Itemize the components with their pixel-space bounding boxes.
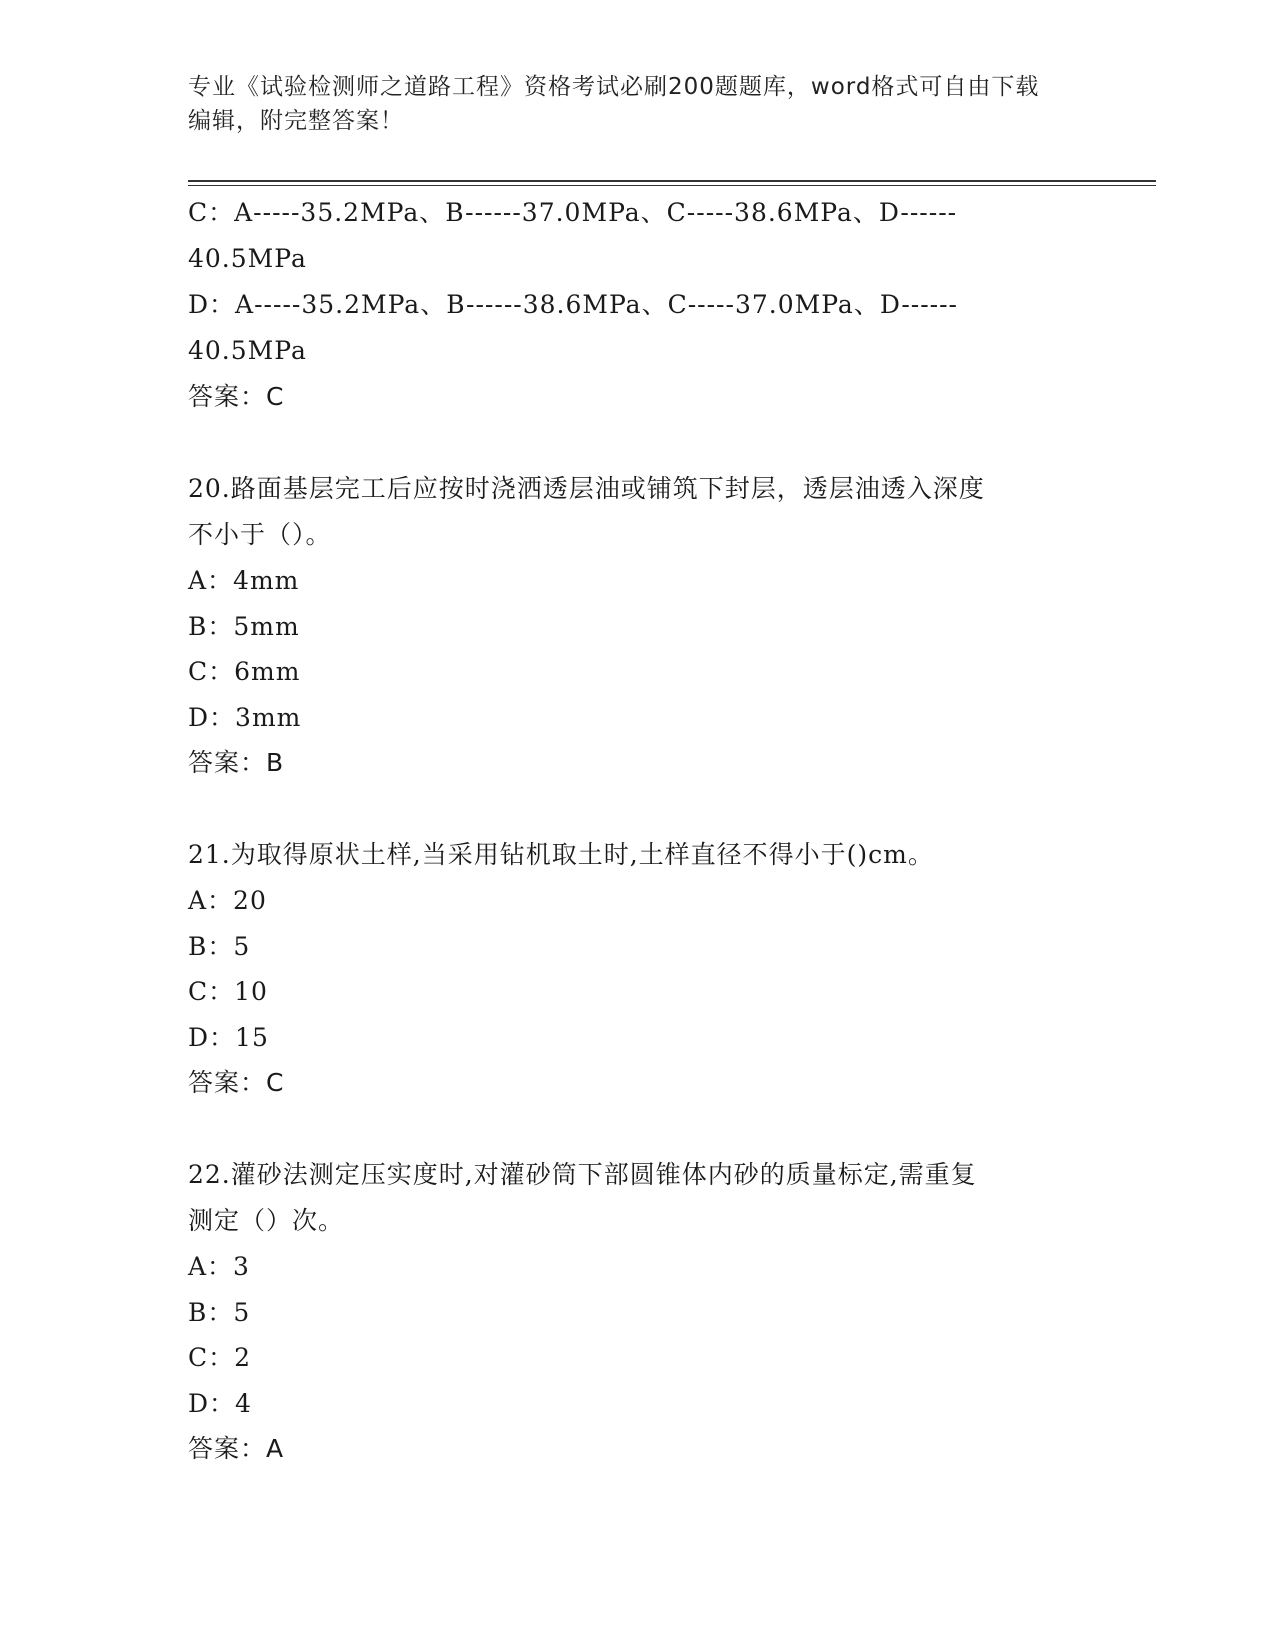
header-divider-thin — [188, 185, 1156, 186]
option-c-line-2: 40.5MPa — [188, 244, 307, 273]
question-19-tail — [188, 190, 1088, 420]
option-b: B：5 — [188, 1297, 251, 1327]
question-22 — [188, 1152, 1088, 1472]
option-d-line-2: 40.5MPa — [188, 336, 307, 365]
answer-line: 答案：B — [188, 748, 285, 777]
document-header — [188, 70, 1088, 138]
question-21 — [188, 832, 1088, 1106]
answer-line: 答案：C — [188, 382, 285, 411]
question-stem-line-1: 21.为取得原状土样,当采用钻机取土时,土样直径不得小于()cm。 — [188, 840, 934, 869]
question-stem-line-1: 20.路面基层完工后应按时浇洒透层油或铺筑下封层，透层油透入深度 — [188, 474, 985, 503]
option-c-line-1: C：A-----35.2MPa、B------37.0MPa、C-----38.6MPa、D------ — [188, 198, 958, 227]
answer-line: 答案：A — [188, 1434, 285, 1463]
option-a: A：4mm — [188, 566, 300, 595]
document-body — [188, 190, 1088, 1472]
option-d: D：15 — [188, 1022, 269, 1052]
question-stem-line-2: 不小于（）。 — [188, 520, 332, 549]
option-c: C：10 — [188, 977, 268, 1006]
header-line-1: 专业《试验检测师之道路工程》资格考试必刷200题题库，word格式可自由下载 — [188, 74, 1040, 100]
option-b: B：5mm — [188, 611, 300, 641]
header-line-2: 编辑，附完整答案！ — [188, 108, 404, 134]
option-c: C：2 — [188, 1343, 252, 1372]
question-stem-line-2: 测定（）次。 — [188, 1206, 345, 1235]
option-c: C：6mm — [188, 657, 301, 686]
option-d: D：4 — [188, 1388, 252, 1418]
option-a: A：20 — [188, 886, 267, 915]
option-d-line-1: D：A-----35.2MPa、B------38.6MPa、C-----37.0MPa、D------ — [188, 290, 959, 319]
answer-line: 答案：C — [188, 1068, 285, 1097]
option-b: B：5 — [188, 931, 251, 961]
option-a: A：3 — [188, 1252, 250, 1281]
question-20 — [188, 466, 1088, 786]
header-divider-thick — [188, 180, 1156, 182]
option-d: D：3mm — [188, 702, 302, 732]
question-stem-line-1: 22.灌砂法测定压实度时,对灌砂筒下部圆锥体内砂的质量标定,需重复 — [188, 1160, 977, 1189]
